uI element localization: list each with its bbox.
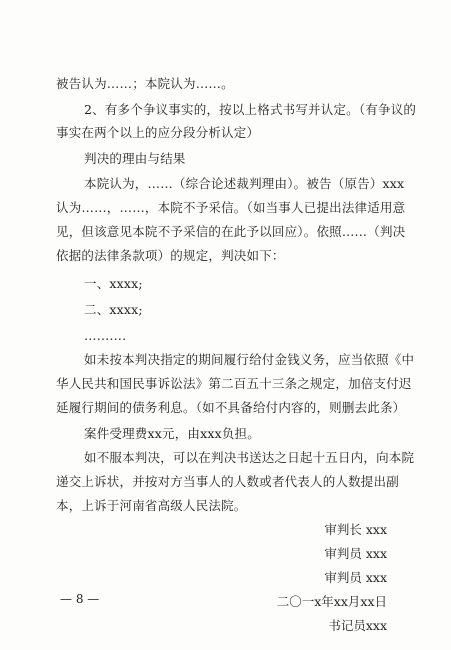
judgment-item: 一、xxxx; (84, 276, 143, 291)
paragraph-line: 华人民共和国民事诉讼法》第二百五十三条之规定，加倍支付迟 (56, 376, 412, 391)
paragraph-line: 如不服本判决，可以在判决书送达之日起十五日内，向本院 (84, 450, 415, 465)
paragraph-line: ………. (84, 328, 127, 343)
judgment-item: 二、xxxx; (84, 302, 143, 317)
paragraph-line: 本院认为，……（综合论述裁判理由）。被告（原告）xxx (84, 176, 405, 191)
signature-judge: 审判员 xxx (324, 570, 387, 585)
paragraph-line: 案件受理费xx元，由xxx负担。 (84, 426, 260, 441)
signature-judge: 审判员 xxx (324, 546, 387, 561)
paragraph-line: 认为……，……，本院不予采信。（如当事人已提出法律适用意 (56, 200, 406, 215)
signature-clerk: 书记员xxx (328, 618, 387, 633)
paragraph-line: 延履行期间的债务利息。（如不具备给付内容的，则删去此条） (56, 400, 406, 415)
judgment-date: 二〇一x年xx月xx日 (276, 594, 387, 609)
paragraph-line: 2、有多个争议事实的，按以上格式书写并认定。（有争议的 (84, 102, 417, 117)
paragraph-line: 被告认为……；本院认为……。 (56, 76, 234, 91)
page-number: — 8 — (60, 592, 100, 606)
paragraph-line: 事实在两个以上的应分段分析认定） (56, 125, 260, 140)
signature-chief-judge: 审判长 xxx (324, 522, 387, 537)
paragraph-line: 递交上诉状，并按对方当事人的人数或者代表人的人数提出副 (56, 474, 399, 489)
paragraph-line: 如未按本判决指定的期间履行给付金钱义务，应当依照《中 (84, 352, 415, 367)
section-heading: 判决的理由与结果 (84, 151, 186, 166)
paragraph-line: 依据的法律条款项）的规定，判决如下： (56, 248, 285, 263)
paragraph-line: 本，上诉于河南省高级人民法院。 (56, 498, 247, 513)
paragraph-line: 见，但该意见本院不予采信的在此予以回应）。依照……（判决 (56, 224, 406, 239)
